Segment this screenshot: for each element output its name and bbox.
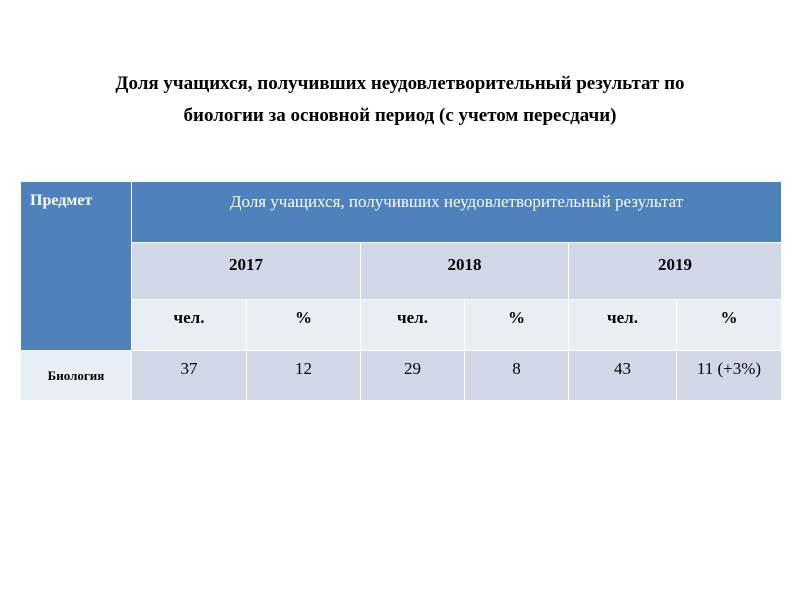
slide-title-line-2: биологии за основной период (с учетом пересдачи) — [183, 105, 617, 126]
year-header-2018: 2018 — [361, 243, 569, 300]
unit-header: чел. — [361, 300, 465, 351]
unit-header: % — [247, 300, 361, 351]
slide-title-line-1: Доля учащихся, получивших неудовлетворительный результат по — [115, 73, 685, 94]
main-column-header: Доля учащихся, получивших неудовлетворительный результат — [132, 182, 782, 243]
table-cell: 11 (+3%) — [677, 351, 782, 401]
unit-row — [21, 300, 782, 351]
table-row — [21, 351, 782, 401]
year-header-2017: 2017 — [132, 243, 361, 300]
slide-title — [40, 68, 760, 132]
table-cell: 12 — [247, 351, 361, 401]
unit-header: % — [465, 300, 569, 351]
header-row — [21, 182, 782, 243]
table-cell: 29 — [361, 351, 465, 401]
unit-header: чел. — [132, 300, 247, 351]
year-row — [21, 243, 782, 300]
table-cell: 43 — [569, 351, 677, 401]
table-cell: 8 — [465, 351, 569, 401]
row-subject: Биология — [21, 351, 132, 401]
unit-header: % — [677, 300, 782, 351]
results-table — [20, 181, 782, 401]
unit-header: чел. — [569, 300, 677, 351]
year-header-2019: 2019 — [569, 243, 782, 300]
table-cell: 37 — [132, 351, 247, 401]
subject-column-header: Предмет — [21, 182, 132, 351]
